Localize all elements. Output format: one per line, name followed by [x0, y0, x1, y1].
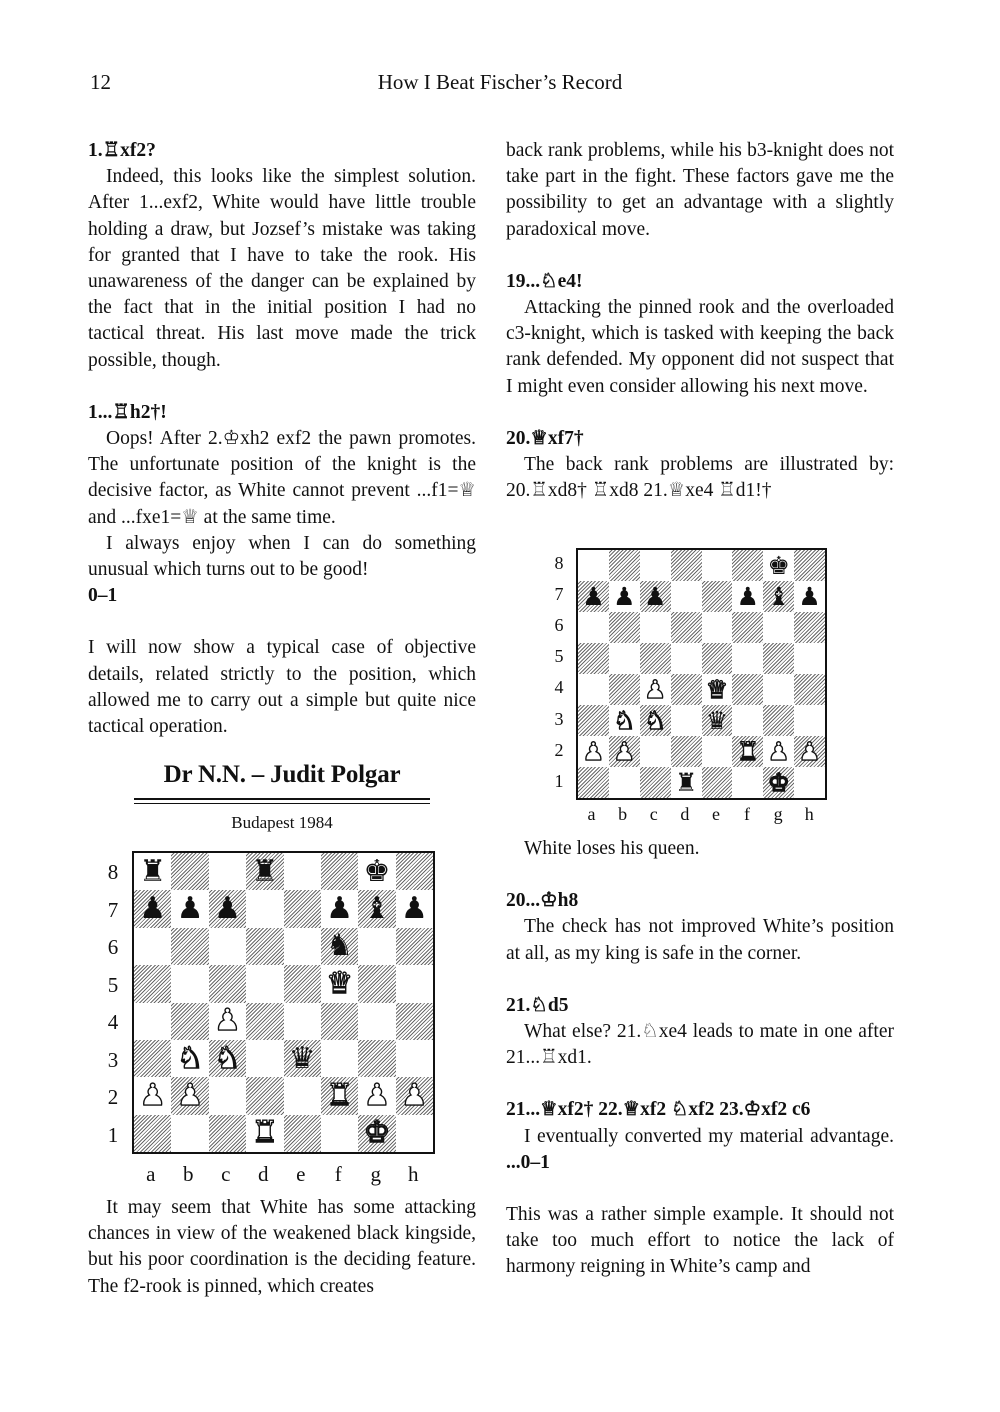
square-b3: [171, 1040, 208, 1077]
square-f1: [321, 1115, 358, 1152]
white-rook-icon: ♜: [736, 737, 760, 766]
square-g6: [763, 612, 794, 643]
square-a7: [578, 581, 609, 612]
square-g6: [358, 928, 395, 965]
square-a8: [134, 853, 171, 890]
square-f3: [321, 1040, 358, 1077]
move-heading: 20...♔h8: [506, 890, 579, 912]
square-b2: [171, 1077, 208, 1114]
paragraph: I always enjoy when I can do something unusual which turns out to be good!: [88, 532, 476, 581]
black-rook-icon: ♜: [139, 853, 167, 889]
move-heading: 1...♖h2†!: [88, 401, 167, 423]
running-title: How I Beat Fischer’s Record: [377, 70, 623, 94]
black-rook-icon: ♜: [251, 853, 279, 889]
square-g3: [763, 705, 794, 736]
square-b7: [171, 890, 208, 927]
square-h4: [794, 674, 825, 705]
square-h1: [396, 1115, 433, 1152]
file-label: d: [258, 1162, 269, 1186]
white-king-icon: ♚: [767, 768, 790, 797]
square-e3: [284, 1040, 321, 1077]
rank-label: 5: [107, 972, 119, 997]
square-d1: [246, 1115, 283, 1152]
square-g3: [358, 1040, 395, 1077]
square-d4: [671, 674, 702, 705]
paragraph: Attacking the pinned rook and the overloaded c3-knight, which is tasked with keeping the back rank defended. My opponent did not suspect that I might even consider allowing his next move.: [506, 297, 894, 397]
double-rule-divider: [134, 798, 430, 804]
square-c6: [209, 928, 246, 965]
square-b6: [171, 928, 208, 965]
square-b1: [171, 1115, 208, 1152]
paragraph: Oops! After 2.♔xh2 exf2 the pawn promotes. The unfortunate position of the knight is the decisive factor, as White cannot prevent ...f1=♕ and ...fxe1=♕ at the same time.: [88, 428, 476, 528]
rank-label: 3: [554, 708, 564, 729]
white-pawn-icon: ♟: [613, 737, 636, 766]
rank-label: 1: [554, 770, 564, 791]
white-rook-icon: ♜: [326, 1077, 354, 1113]
square-c6: [640, 612, 671, 643]
square-e7: [284, 890, 321, 927]
square-f2: [732, 736, 763, 767]
square-b8: [171, 853, 208, 890]
square-d6: [246, 928, 283, 965]
square-h2: [794, 736, 825, 767]
square-a8: [578, 550, 609, 581]
rank-label: 2: [554, 739, 564, 760]
square-b4: [609, 674, 640, 705]
black-bishop-icon: ♝: [767, 582, 790, 611]
square-f5: [321, 965, 358, 1002]
square-e2: [284, 1077, 321, 1114]
square-a7: [134, 890, 171, 927]
square-g1: [358, 1115, 395, 1152]
move-heading: 21.♘d5: [506, 994, 569, 1016]
white-pawn-icon: ♟: [400, 1077, 428, 1113]
white-pawn-icon: ♟: [176, 1077, 204, 1113]
game-result: 0–1: [88, 585, 118, 607]
file-label: e: [711, 804, 720, 824]
square-h4: [396, 1003, 433, 1040]
paragraph: Indeed, this looks like the simplest solution. After 1...exf2, White would have little trouble holding a draw, but Jozsef’s mistake was taking for granted that I have to take the rook. His unawareness of the danger can be explained by the fact that in the initial position I had no tactical threat. His last move made the trick possible, though.: [88, 166, 476, 371]
square-d4: [246, 1003, 283, 1040]
square-b8: [609, 550, 640, 581]
black-pawn-icon: ♟: [798, 582, 821, 611]
white-pawn-icon: ♟: [582, 737, 605, 766]
white-queen-icon: ♛: [705, 675, 729, 704]
left-column: [88, 138, 476, 837]
white-pawn-icon: ♟: [643, 675, 667, 704]
black-pawn-icon: ♟: [176, 891, 204, 927]
black-pawn-icon: ♟: [400, 891, 428, 927]
square-d2: [671, 736, 702, 767]
square-c4: [640, 674, 671, 705]
square-f6: [321, 928, 358, 965]
diagram-caption: White loses his queen.: [524, 838, 700, 859]
white-pawn-icon: ♟: [767, 737, 790, 766]
square-d3: [671, 705, 702, 736]
square-g2: [763, 736, 794, 767]
square-f7: [732, 581, 763, 612]
paragraph: It may seem that White has some attacking chances in view of the weakened black kingside, but his poor coordination is the deciding feature. The f2-rook is pinned, which creates: [88, 1197, 476, 1297]
black-bishop-icon: ♝: [363, 891, 391, 927]
file-label: b: [183, 1162, 194, 1186]
move-heading: 21...♕xf2† 22.♕xf2 ♘xf2 23.♔xf2 c6: [506, 1099, 811, 1121]
square-b6: [609, 612, 640, 643]
square-d5: [671, 643, 702, 674]
square-f7: [321, 890, 358, 927]
black-pawn-icon: ♟: [613, 582, 636, 611]
file-label: a: [587, 804, 596, 824]
square-e1: [702, 767, 733, 798]
square-f6: [732, 612, 763, 643]
black-knight-icon: ♞: [326, 928, 354, 964]
square-c3: [209, 1040, 246, 1077]
rank-label: 4: [107, 1010, 119, 1034]
rank-label: 2: [107, 1085, 119, 1109]
file-label: b: [618, 804, 628, 824]
black-pawn-icon: ♟: [736, 582, 760, 611]
square-h1: [794, 767, 825, 798]
game-venue: Budapest 1984: [231, 813, 333, 833]
square-b5: [171, 965, 208, 1002]
rank-label: 5: [554, 646, 564, 667]
move-heading: 20.♕xf7†: [506, 427, 584, 449]
square-a1: [134, 1115, 171, 1152]
square-g5: [358, 965, 395, 1002]
square-g7: [358, 890, 395, 927]
square-c3: [640, 705, 671, 736]
white-pawn-icon: ♟: [213, 1003, 241, 1039]
square-f8: [732, 550, 763, 581]
square-e7: [702, 581, 733, 612]
square-g4: [358, 1003, 395, 1040]
square-g7: [763, 581, 794, 612]
square-a1: [578, 767, 609, 798]
paragraph: back rank problems, while his b3-knight does not take part in the fight. These factors gave me the possibility to get an advantage with a slightly paradoxical move.: [506, 140, 894, 240]
square-e3: [702, 705, 733, 736]
square-c7: [640, 581, 671, 612]
square-a2: [578, 736, 609, 767]
square-g2: [358, 1077, 395, 1114]
white-queen-icon: ♛: [326, 965, 354, 1001]
square-d6: [671, 612, 702, 643]
square-e6: [702, 612, 733, 643]
square-a5: [578, 643, 609, 674]
square-h5: [794, 643, 825, 674]
file-label: c: [649, 804, 658, 824]
square-f1: [732, 767, 763, 798]
file-label: d: [680, 804, 690, 824]
white-rook-icon: ♜: [251, 1115, 279, 1151]
file-label: f: [744, 804, 751, 824]
square-g5: [763, 643, 794, 674]
square-h7: [794, 581, 825, 612]
square-h6: [794, 612, 825, 643]
square-g8: [763, 550, 794, 581]
square-d2: [246, 1077, 283, 1114]
right-column: [506, 138, 894, 504]
white-pawn-icon: ♟: [139, 1077, 167, 1113]
square-b3: [609, 705, 640, 736]
square-c1: [209, 1115, 246, 1152]
black-king-icon: ♚: [363, 853, 391, 889]
file-label: h: [804, 804, 814, 824]
rank-label: 6: [107, 935, 119, 959]
square-b1: [609, 767, 640, 798]
square-h6: [396, 928, 433, 965]
square-a6: [134, 928, 171, 965]
square-f4: [732, 674, 763, 705]
file-label: h: [408, 1162, 419, 1186]
rank-label: 4: [554, 677, 564, 698]
square-h8: [396, 853, 433, 890]
square-h5: [396, 965, 433, 1002]
black-queen-icon: ♛: [705, 706, 729, 735]
file-label: a: [146, 1162, 156, 1186]
square-e4: [284, 1003, 321, 1040]
rank-label: 7: [554, 584, 564, 605]
square-f3: [732, 705, 763, 736]
white-pawn-icon: ♟: [363, 1077, 391, 1113]
move-heading: 19...♘e4!: [506, 270, 583, 292]
paragraph: What else? 21.♘xe4 leads to mate in one after 21...♖xd1.: [506, 1021, 894, 1069]
file-label: g: [773, 804, 783, 824]
square-e6: [284, 928, 321, 965]
black-pawn-icon: ♟: [326, 891, 354, 927]
square-f8: [321, 853, 358, 890]
white-knight-icon: ♞: [643, 706, 667, 735]
square-b7: [609, 581, 640, 612]
game-result: ...0–1: [506, 1151, 550, 1173]
file-label: f: [334, 1162, 342, 1186]
black-pawn-icon: ♟: [139, 891, 167, 927]
square-c5: [209, 965, 246, 1002]
page-number: 12: [90, 70, 111, 94]
square-d5: [246, 965, 283, 1002]
square-h8: [794, 550, 825, 581]
square-c8: [640, 550, 671, 581]
square-e5: [702, 643, 733, 674]
square-c7: [209, 890, 246, 927]
white-king-icon: ♚: [363, 1115, 391, 1151]
square-e5: [284, 965, 321, 1002]
square-h3: [794, 705, 825, 736]
square-c5: [640, 643, 671, 674]
square-g1: [763, 767, 794, 798]
paragraph: The back rank problems are illustrated by: 20.♖xd8† ♖xd8 21.♕xe4 ♖d1!†: [506, 454, 894, 502]
square-b4: [171, 1003, 208, 1040]
square-d7: [671, 581, 702, 612]
black-king-icon: ♚: [767, 551, 790, 580]
square-g4: [763, 674, 794, 705]
square-a3: [134, 1040, 171, 1077]
square-a3: [578, 705, 609, 736]
square-e2: [702, 736, 733, 767]
square-e1: [284, 1115, 321, 1152]
black-pawn-icon: ♟: [582, 582, 605, 611]
rank-label: 8: [554, 553, 564, 573]
square-c1: [640, 767, 671, 798]
chess-diagram-2: [576, 548, 827, 800]
square-d3: [246, 1040, 283, 1077]
paragraph: I eventually converted my material advantage.: [524, 1125, 894, 1147]
white-pawn-icon: ♟: [798, 737, 821, 766]
white-knight-icon: ♞: [176, 1040, 204, 1076]
square-a5: [134, 965, 171, 1002]
square-h2: [396, 1077, 433, 1114]
right-column-bottom: [506, 836, 894, 1281]
black-queen-icon: ♛: [288, 1040, 316, 1076]
square-h7: [396, 890, 433, 927]
square-c4: [209, 1003, 246, 1040]
file-label: g: [370, 1162, 381, 1186]
white-knight-icon: ♞: [213, 1040, 241, 1076]
square-a2: [134, 1077, 171, 1114]
square-e4: [702, 674, 733, 705]
rank-label: 8: [107, 860, 119, 884]
square-d8: [671, 550, 702, 581]
square-a4: [578, 674, 609, 705]
square-h3: [396, 1040, 433, 1077]
game-title: Dr N.N. – Judit Polgar: [163, 761, 401, 789]
move-heading: 1.♖xf2?: [88, 140, 156, 161]
file-label: c: [221, 1162, 231, 1186]
black-rook-icon: ♜: [674, 768, 698, 797]
file-label: e: [296, 1162, 306, 1186]
square-b5: [609, 643, 640, 674]
chess-diagram-1: [132, 851, 435, 1154]
square-b2: [609, 736, 640, 767]
paragraph: The check has not improved White’s position at all, as my king is safe in the corner.: [506, 916, 894, 964]
black-pawn-icon: ♟: [213, 891, 241, 927]
rank-label: 6: [554, 615, 564, 636]
left-column-bottom: [88, 1195, 476, 1300]
paragraph: This was a rather simple example. It should not take too much effort to notice the lack of harmony reigning in White’s camp and: [506, 1204, 894, 1278]
rank-label: 7: [107, 897, 119, 922]
paragraph: I will now show a typical case of objective details, related strictly to the position, which allowed me to carry out a simple but quite nice tactical operation.: [88, 637, 476, 738]
rank-label: 3: [107, 1047, 119, 1072]
black-pawn-icon: ♟: [643, 582, 667, 611]
square-d8: [246, 853, 283, 890]
square-f5: [732, 643, 763, 674]
square-g8: [358, 853, 395, 890]
rank-label: 1: [107, 1122, 119, 1147]
square-a4: [134, 1003, 171, 1040]
square-a6: [578, 612, 609, 643]
white-knight-icon: ♞: [613, 706, 636, 735]
square-d7: [246, 890, 283, 927]
square-c2: [209, 1077, 246, 1114]
square-f4: [321, 1003, 358, 1040]
square-e8: [284, 853, 321, 890]
square-c8: [209, 853, 246, 890]
square-c2: [640, 736, 671, 767]
square-d1: [671, 767, 702, 798]
square-e8: [702, 550, 733, 581]
square-f2: [321, 1077, 358, 1114]
